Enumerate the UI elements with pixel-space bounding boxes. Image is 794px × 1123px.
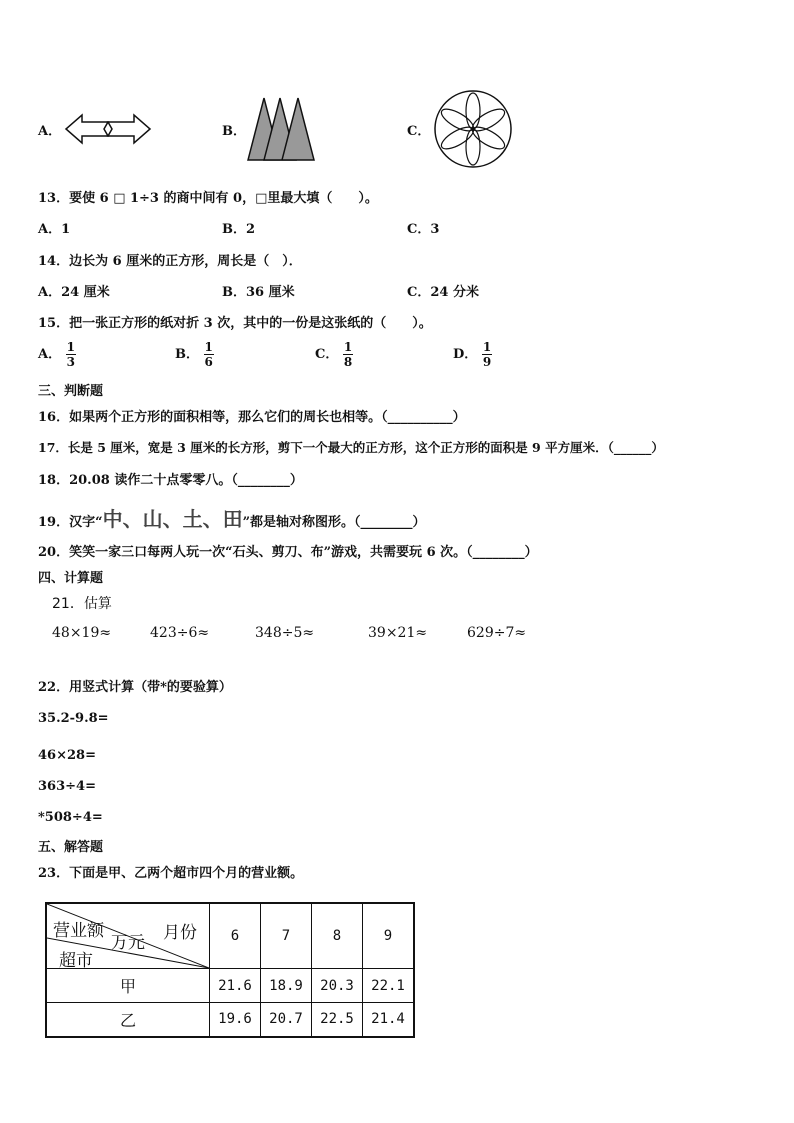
q21-item: 423÷6≈ (150, 625, 210, 641)
table-cell: 19.6 (210, 1003, 261, 1037)
row-label: 乙 (46, 1003, 210, 1037)
q22-title: 22．用竖式计算（带*的要验算） (38, 680, 232, 695)
header-label-sales: 营业额 (53, 921, 104, 941)
q15-option-a: A． $\frac{1}{3}$ (38, 340, 75, 369)
option-c-label: C． (407, 124, 431, 139)
row-label: 甲 (46, 969, 210, 1003)
table-row (46, 969, 414, 1003)
q21-title: 21．估算 (52, 596, 112, 612)
q13-option-c: C．3 (407, 222, 440, 237)
q21-item: 629÷7≈ (467, 625, 527, 641)
q14-option-b: B．36 厘米 (222, 285, 295, 300)
q16-text: 16．如果两个正方形的面积相等，那么它们的周长也相等。（__________） (38, 410, 466, 425)
q14-option-a: A．24 厘米 (38, 285, 110, 300)
fraction-one-sixth: $\frac{1}{6}$ (204, 340, 213, 369)
flower-circle-figure (433, 89, 513, 169)
fraction-one-eighth: $\frac{1}{8}$ (343, 340, 353, 369)
fraction-one-ninth: $\frac{1}{9}$ (482, 340, 492, 369)
q19-text: 19．汉字“中、山、土、田”都是轴对称图形。（________） (38, 507, 426, 531)
table-cell: 22.5 (312, 1003, 363, 1037)
fraction-one-third: $\frac{1}{3}$ (66, 340, 75, 369)
section-5-heading: 五、解答题 (38, 840, 104, 855)
section-3-heading: 三、判断题 (38, 384, 104, 399)
double-arrow-figure (64, 112, 152, 146)
section-4-heading: 四、计算题 (38, 571, 104, 586)
table-cell: 18.9 (261, 969, 312, 1003)
table-cell: 21.4 (363, 1003, 415, 1037)
header-label-unit: 万元 (111, 933, 145, 953)
q15-option-d: D． $\frac{1}{9}$ (453, 340, 492, 369)
month-header: 9 (363, 903, 415, 969)
q14-option-c: C．24 分米 (407, 285, 479, 300)
q15-option-b: B． $\frac{1}{6}$ (175, 340, 213, 369)
diagonal-header-cell (46, 903, 210, 969)
option-a-label: A． (38, 124, 62, 139)
table-cell: 21.6 (210, 969, 261, 1003)
table-cell: 20.3 (312, 969, 363, 1003)
table-cell: 20.7 (261, 1003, 312, 1037)
sales-table (45, 902, 415, 1038)
table-header-row (46, 903, 414, 969)
q21-item: 39×21≈ (368, 625, 428, 641)
q15-stem: 15．把一张正方形的纸对折 3 次，其中的一份是这张纸的（ ）。 (38, 316, 432, 331)
table-row (46, 1003, 414, 1037)
month-header: 8 (312, 903, 363, 969)
q14-stem: 14．边长为 6 厘米的正方形，周长是（ ）． (38, 254, 302, 269)
q23-stem: 23．下面是甲、乙两个超市四个月的营业额。 (38, 866, 304, 881)
q20-text: 20．笑笑一家三口每两人玩一次“石头、剪刀、布”游戏，共需要玩 6 次。（________） (38, 545, 538, 560)
q15-option-c: C． $\frac{1}{8}$ (315, 340, 353, 369)
q13-option-b: B．2 (222, 222, 256, 237)
q18-text: 18．20.08 读作二十点零零八。（________） (38, 473, 303, 488)
q22-item: 363÷4= (38, 779, 96, 794)
q21-item: 48×19≈ (52, 625, 112, 641)
q21-item: 348÷5≈ (255, 625, 315, 641)
month-header: 6 (210, 903, 261, 969)
option-b-label: B． (222, 124, 246, 139)
triangles-figure (246, 96, 316, 162)
table-cell: 22.1 (363, 969, 415, 1003)
q22-item: 46×28= (38, 748, 96, 763)
q13-option-a: A．1 (38, 222, 71, 237)
q22-item: 35.2-9.8= (38, 711, 109, 726)
q22-item: *508÷4= (38, 810, 103, 825)
q17-text: 17．长是 5 厘米，宽是 3 厘米的长方形，剪下一个最大的正方形，这个正方形的面积是 9 平方厘米．（______） (38, 440, 664, 455)
header-label-month: 月份 (163, 923, 197, 943)
q19-characters: 中、山、土、田 (102, 507, 243, 531)
month-header: 7 (261, 903, 312, 969)
q13-stem: 13．要使 6 □ 1÷3 的商中间有 0，□里最大填（ ）。 (38, 191, 378, 206)
header-label-supermarket: 超市 (59, 951, 93, 971)
